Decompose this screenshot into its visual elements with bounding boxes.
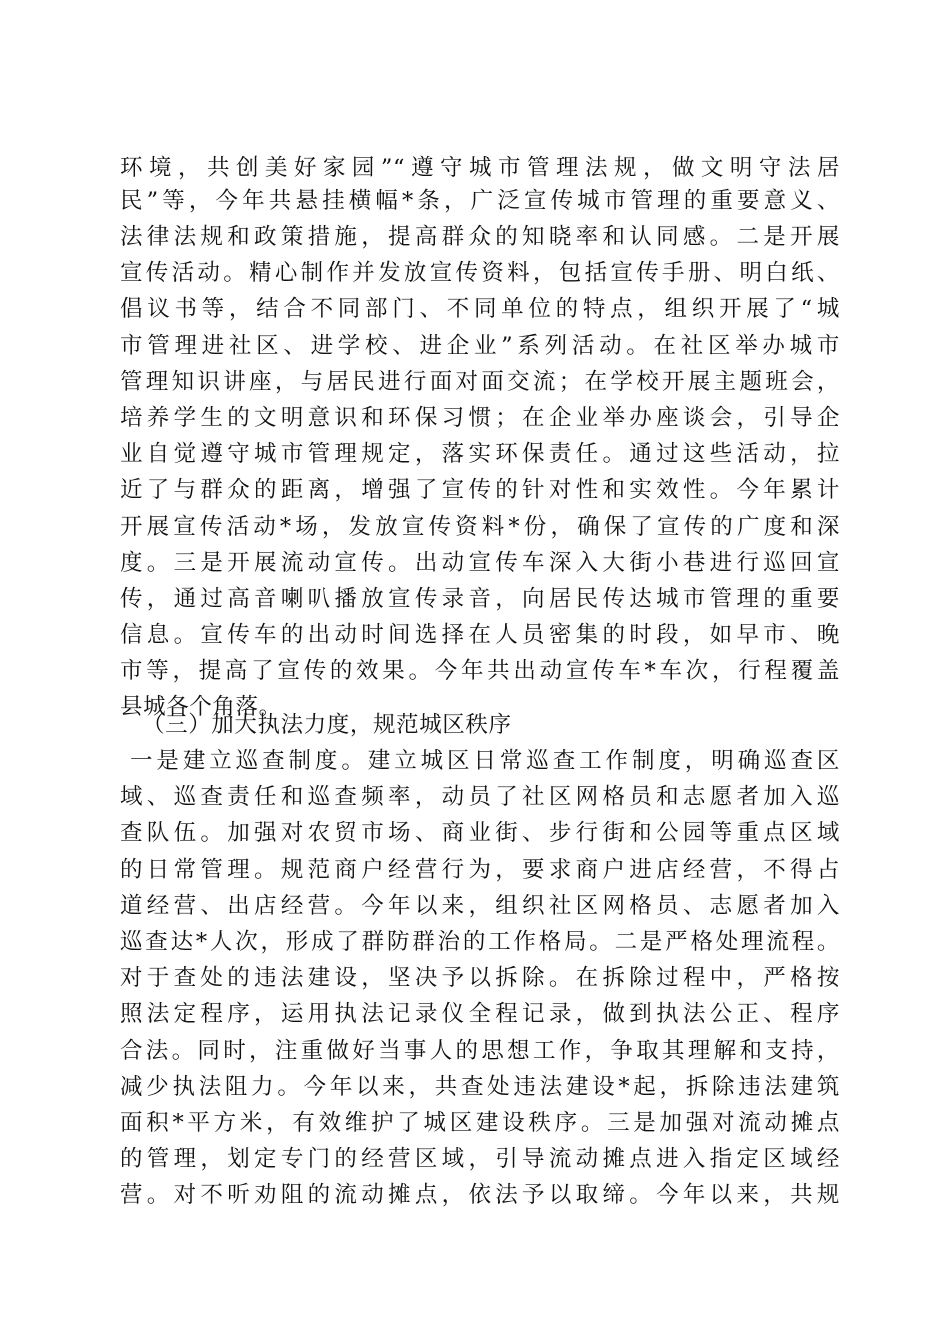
body-text-line: 巡查达*人次，形成了群防群治的工作格局。二是严格处理流程。 bbox=[120, 929, 840, 955]
body-text-line: 道经营、出店经营。今年以来，组织社区网格员、志愿者加入 bbox=[120, 893, 840, 919]
section-heading: （三）加大执法力度，规范城区秩序 bbox=[142, 712, 512, 738]
body-text-line: 查队伍。加强对农贸市场、商业街、步行街和公园等重点区域 bbox=[120, 820, 840, 846]
body-text-line: 市管理进社区、进学校、进企业”系列活动。在社区举办城市 bbox=[120, 333, 840, 359]
body-text-line: 一是建立巡查制度。建立城区日常巡查工作制度，明确巡查区 bbox=[130, 748, 840, 774]
body-text-line: 照法定程序，运用执法记录仪全程记录，做到执法公正、程序 bbox=[120, 1001, 840, 1027]
body-text-line: 市等，提高了宣传的效果。今年共出动宣传车*车次，行程覆盖 bbox=[120, 658, 840, 684]
body-text-line: 营。对不听劝阻的流动摊点，依法予以取缔。今年以来，共规 bbox=[120, 1182, 840, 1208]
body-text-line: 传，通过高音喇叭播放宣传录音，向居民传达城市管理的重要 bbox=[120, 586, 840, 612]
body-text-line: 信息。宣传车的出动时间选择在人员密集的时段，如早市、晚 bbox=[120, 622, 840, 648]
body-text-line-last: 县城各个角落。 bbox=[120, 694, 282, 720]
body-text-line: 法律法规和政策措施，提高群众的知晓率和认同感。二是开展 bbox=[120, 224, 840, 250]
body-text-line: 开展宣传活动*场，发放宣传资料*份，确保了宣传的广度和深 bbox=[120, 514, 840, 540]
body-text-line: 管理知识讲座，与居民进行面对面交流；在学校开展主题班会， bbox=[120, 369, 840, 395]
body-text-line: 民”等，今年共悬挂横幅*条，广泛宣传城市管理的重要意义、 bbox=[120, 188, 840, 214]
body-text-line: 的日常管理。规范商户经营行为，要求商户进店经营，不得占 bbox=[120, 857, 840, 883]
body-text-line: 域、巡查责任和巡查频率，动员了社区网格员和志愿者加入巡 bbox=[120, 784, 840, 810]
body-text-line: 度。三是开展流动宣传。出动宣传车深入大街小巷进行巡回宣 bbox=[120, 550, 840, 576]
body-text-line: 倡议书等，结合不同部门、不同单位的特点，组织开展了“城 bbox=[120, 296, 840, 322]
body-text-line: 减少执法阻力。今年以来，共查处违法建设*起，拆除违法建筑 bbox=[120, 1074, 840, 1100]
body-text-line: 业自觉遵守城市管理规定，落实环保责任。通过这些活动，拉 bbox=[120, 441, 840, 467]
body-text-line: 环境，共创美好家园”“遵守城市管理法规，做文明守法居 bbox=[120, 155, 840, 181]
body-text-line: 宣传活动。精心制作并发放宣传资料，包括宣传手册、明白纸、 bbox=[120, 260, 840, 286]
body-text-line: 对于查处的违法建设，坚决予以拆除。在拆除过程中，严格按 bbox=[120, 965, 840, 991]
body-text-line: 合法。同时，注重做好当事人的思想工作，争取其理解和支持， bbox=[120, 1038, 840, 1064]
body-text-line: 近了与群众的距离，增强了宣传的针对性和实效性。今年累计 bbox=[120, 477, 840, 503]
body-text-line: 面积*平方米，有效维护了城区建设秩序。三是加强对流动摊点 bbox=[120, 1110, 840, 1136]
body-text-line: 的管理，划定专门的经营区域，引导流动摊点进入指定区域经 bbox=[120, 1146, 840, 1172]
body-text-line: 培养学生的文明意识和环保习惯；在企业举办座谈会，引导企 bbox=[120, 405, 840, 431]
